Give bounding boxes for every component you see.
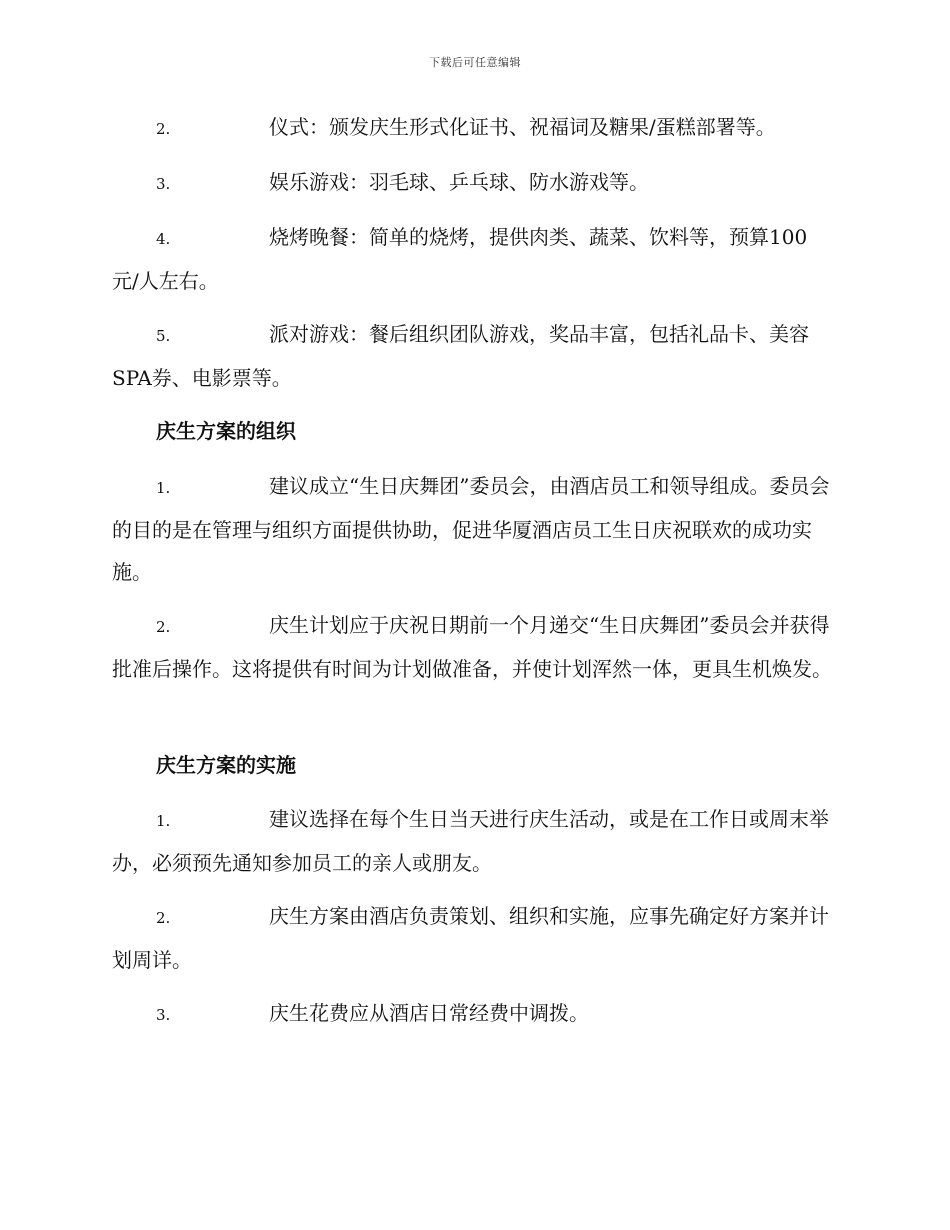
list-number: 5. (156, 327, 171, 345)
list-text: 仪式：颁发庆生形式化证书、祝福词及糖果/蛋糕部署等。 (269, 115, 776, 139)
page-header: 下载后可任意编辑 (429, 56, 521, 69)
list-text: 派对游戏：餐后组织团队游戏，奖品丰富，包括礼品卡、美容SPA券、电影票等。 (112, 322, 809, 390)
list-number: 3. (156, 1006, 171, 1024)
list-item (112, 216, 832, 302)
list-number: 2. (156, 909, 171, 927)
list-item (112, 465, 832, 593)
list-number: 1. (156, 479, 171, 497)
list-number: 2. (156, 120, 171, 138)
list-item (112, 798, 832, 884)
list-text: 庆生花费应从酒店日常经费中调拨。 (269, 1001, 589, 1025)
section-heading: 庆生方案的组织 (156, 419, 296, 443)
list-text: 庆生方案由酒店负责策划、组织和实施，应事先确定好方案并计划周详。 (112, 904, 829, 972)
list-item (112, 604, 832, 690)
list-item (112, 161, 832, 205)
list-item (112, 992, 832, 1036)
list-text: 庆生计划应于庆祝日期前一个月递交“生日庆舞团”委员会并获得批准后操作。这将提供有时间为计划做准备，并使计划浑然一体，更具生机焕发。 (112, 613, 832, 681)
list-item (112, 313, 832, 399)
list-item (112, 106, 832, 150)
list-number: 4. (156, 230, 171, 248)
list-text: 娱乐游戏：羽毛球、乒乓球、防水游戏等。 (269, 170, 649, 194)
list-text: 建议成立“生日庆舞团”委员会，由酒店员工和领导组成。委员会的目的是在管理与组织方面提供协助，促进华厦酒店员工生日庆祝联欢的成功实施。 (112, 474, 830, 584)
list-text: 烧烤晚餐：简单的烧烤，提供肉类、蔬菜、饮料等，预算100元/人左右。 (112, 225, 808, 293)
section-heading: 庆生方案的实施 (156, 753, 296, 777)
list-number: 1. (156, 812, 171, 830)
list-number: 3. (156, 175, 171, 193)
list-text: 建议选择在每个生日当天进行庆生活动，或是在工作日或周末举办，必须预先通知参加员工的亲人或朋友。 (112, 807, 829, 875)
list-item (112, 895, 832, 981)
list-number: 2. (156, 618, 171, 636)
